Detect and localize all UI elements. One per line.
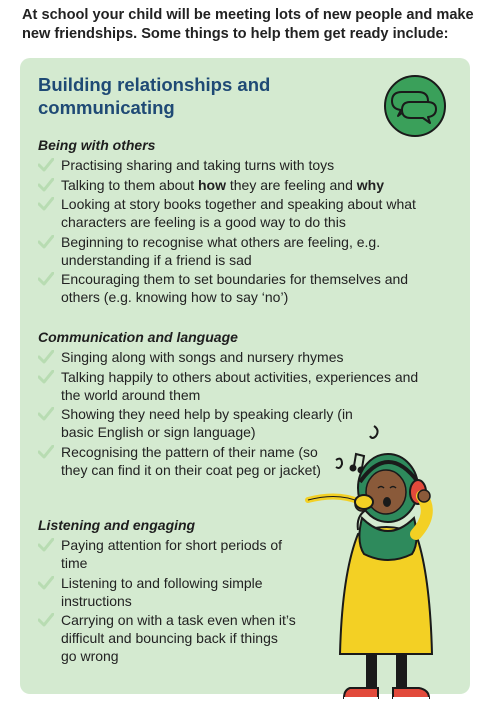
- checkmark-icon: [38, 407, 54, 421]
- list-item: Talking happily to others about activities, experiences and the world around them: [38, 368, 431, 404]
- list-item: Encouraging them to set boundaries for themselves and others (e.g. knowing how to say ‘no’): [38, 270, 421, 306]
- list-item: Showing they need help by speaking clearly (in basic English or sign language): [38, 405, 361, 441]
- singing-child-illustration: [278, 422, 478, 712]
- intro-paragraph: At school your child will be meeting lots of new people and make new friendships. Some things to help them get ready include:: [22, 7, 474, 42]
- list-item: Carrying on with a task even when it’s difficult and bouncing back if things go wrong: [38, 611, 296, 665]
- section-being-with-others: [38, 136, 418, 308]
- checkmark-icon: [38, 158, 54, 172]
- list-item: Listening to and following simple instructions: [38, 574, 291, 610]
- section-title: Being with others: [38, 137, 156, 153]
- list-item: Looking at story books together and speaking about what characters are feeling is a good way to do this: [38, 195, 421, 231]
- checkmark-icon: [38, 350, 54, 364]
- list-item: Recognising the pattern of their name (so they can find it on their coat peg or jacket): [38, 443, 336, 479]
- checkmark-icon: [38, 178, 54, 192]
- section-title: Listening and engaging: [38, 517, 196, 533]
- checkmark-icon: [38, 197, 54, 211]
- list-item: Beginning to recognise what others are feeling, e.g. understanding if a friend is sad: [38, 233, 406, 269]
- checkmark-icon: [38, 538, 54, 552]
- list-item: Paying attention for short periods of time: [38, 536, 291, 572]
- checkmark-icon: [38, 235, 54, 249]
- list-item: Singing along with songs and nursery rhymes: [38, 348, 418, 366]
- card-title: [38, 73, 328, 119]
- section-listening-and-engaging: [38, 516, 298, 667]
- list-item: Practising sharing and taking turns with toys: [38, 156, 418, 174]
- card-title-line-1: Building relationships and: [38, 74, 271, 95]
- section-title: Communication and language: [38, 329, 238, 345]
- checkmark-icon: [38, 370, 54, 384]
- checkmark-icon: [38, 576, 54, 590]
- speech-bubbles-icon: [380, 74, 450, 138]
- checkmark-icon: [38, 613, 54, 627]
- card-title-line-2: communicating: [38, 97, 175, 118]
- checkmark-icon: [38, 445, 54, 459]
- checkmark-icon: [38, 272, 54, 286]
- list-item: Talking to them about how they are feeling and why: [38, 176, 418, 194]
